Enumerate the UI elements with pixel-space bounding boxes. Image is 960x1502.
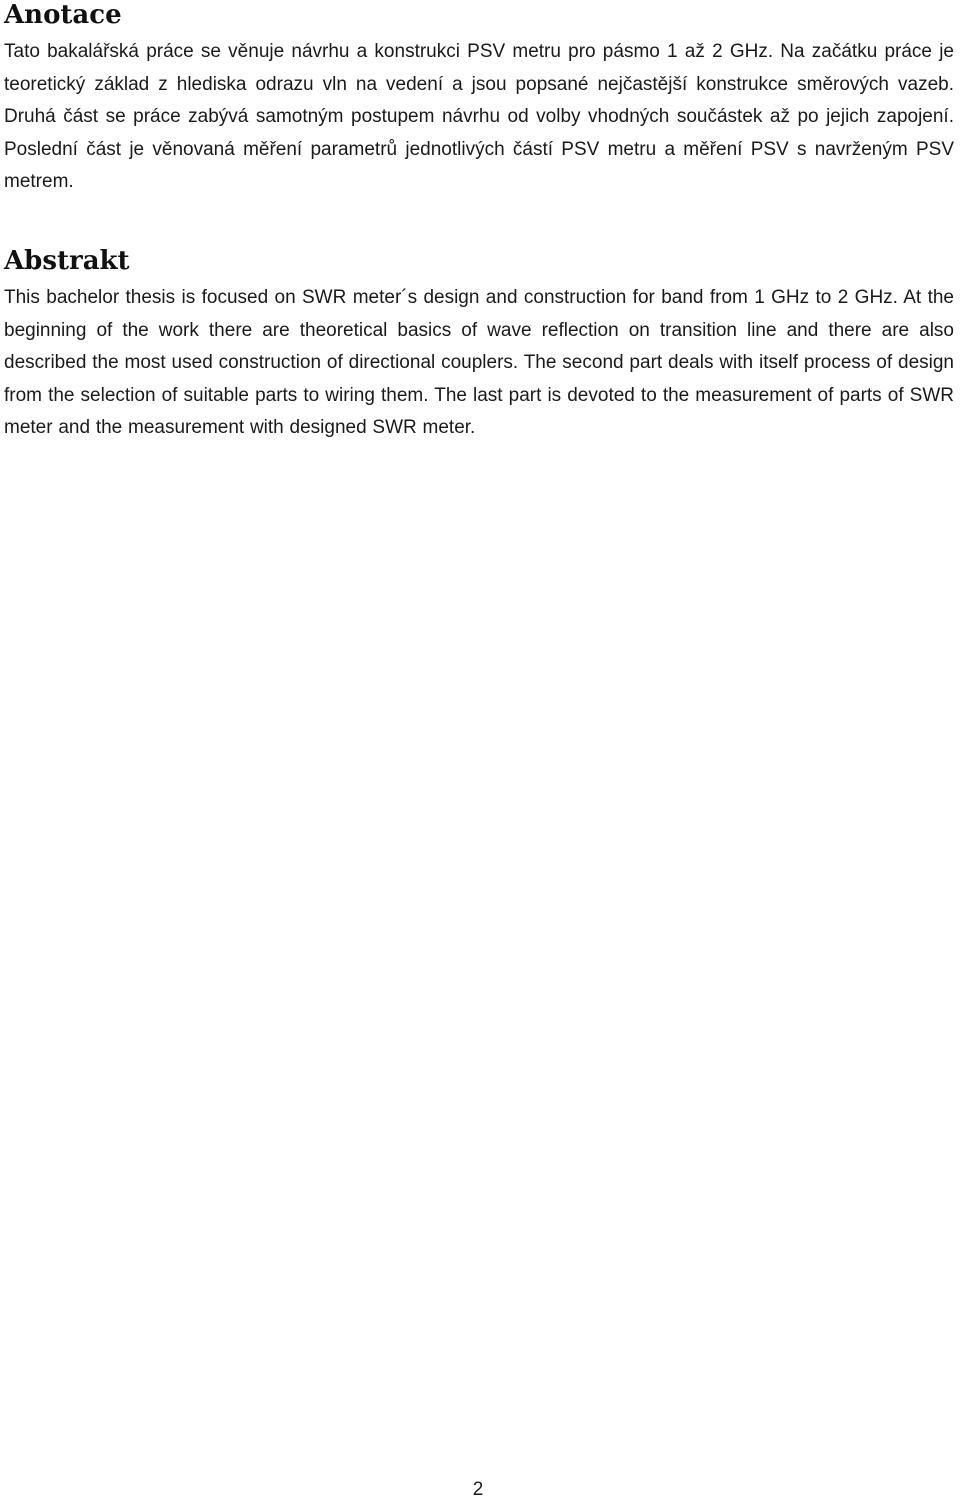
abstrakt-section	[4, 246, 954, 445]
anotace-heading: Anotace	[4, 0, 122, 30]
abstrakt-paragraph: This bachelor thesis is focused on SWR meter´s design and construction for band from 1 GHz to 2 GHz. At the beginning of the work there are theoretical basics of wave reflection on transition line and there are also described the most used construction of directional couplers. The second part deals with itself process of design from the selection of suitable parts to wiring them. The last part is devoted to the measurement of parts of SWR meter and the measurement with designed SWR meter.	[4, 287, 954, 438]
anotace-section	[4, 0, 954, 199]
abstrakt-heading: Abstrakt	[4, 246, 130, 276]
anotace-paragraph: Tato bakalářská práce se věnuje návrhu a konstrukci PSV metru pro pásmo 1 až 2 GHz. Na začátku práce je teoretický základ z hlediska odrazu vln na vedení a jsou popsané nejčastější konstrukce směrových vazeb. Druhá část se práce zabývá samotným postupem návrhu od volby vhodných součástek až po jejich zapojení. Poslední část je věnovaná měření parametrů jednotlivých částí PSV metru a měření PSV s navrženým PSV metrem.	[4, 41, 954, 192]
page-number: 2	[472, 1479, 484, 1500]
